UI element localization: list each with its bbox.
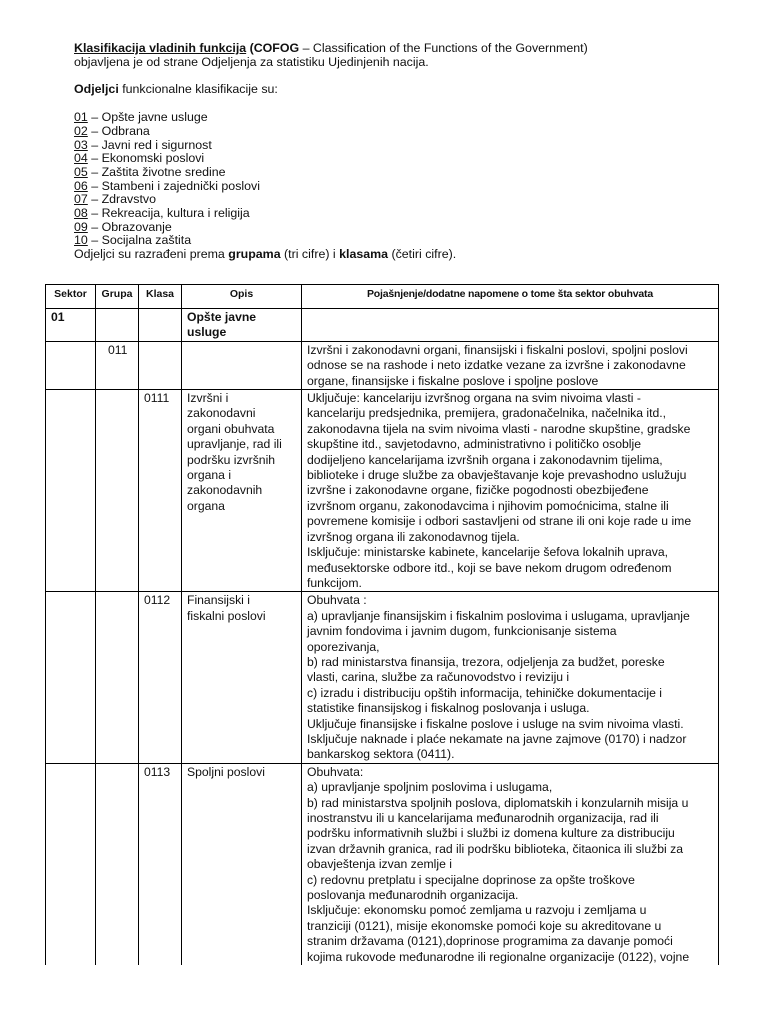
list-item: [74, 207, 734, 221]
cell-opis: Opšte javne usluge: [182, 309, 302, 342]
cell-napomene: [302, 592, 719, 763]
groups-text-a: Odjeljci su razrađeni prema: [74, 247, 229, 262]
cell-line: podršku informativnih službi i službi iz domena kulture za distribuciju: [307, 826, 675, 841]
cell-line: Spoljni poslovi: [187, 764, 265, 779]
cell-line: izvršnog organa ili zakonodavnog tijela.: [307, 529, 520, 544]
cell-line: Isključuje: ekonomsku pomoć zemljama u razvoju i zemljama u: [307, 903, 647, 918]
list-item: [74, 125, 734, 139]
division-label: – Zdravstvo: [87, 192, 156, 207]
cell-sektor: [46, 390, 96, 592]
division-label: – Obrazovanje: [87, 219, 172, 234]
cell-grupa: [96, 763, 139, 965]
division-code: 04: [74, 151, 88, 166]
cell-opis: [182, 592, 302, 763]
cell-klasa: 0113: [139, 763, 182, 965]
header-grupa: Grupa: [96, 285, 139, 309]
cell-line: fiskalni poslovi: [187, 608, 266, 623]
cofog-table: [45, 284, 719, 965]
cell-line: biblioteke i druge službe za obavještavanje koje prevashodno uslužuju: [307, 468, 687, 483]
cell-line: Obuhvata:: [307, 764, 364, 779]
division-label: – Javni red i sigurnost: [87, 137, 212, 152]
cell-line: javnim fondovima i javnim dugom, funkcionisanje sistema: [307, 624, 617, 639]
division-list: [74, 111, 734, 248]
cell-line: bankarskog sektora (0411).: [307, 747, 455, 762]
odjeljci-bold: Odjeljci: [74, 82, 119, 97]
cell-line: obavještenja izvan zemlje i: [307, 857, 452, 872]
cell-line: inostranstvu ili u kancelarijama međunarodnih organizacija, rad ili: [307, 811, 659, 825]
division-label: – Stambeni i zajednički poslovi: [87, 178, 260, 193]
cell-line: Obuhvata :: [307, 593, 367, 608]
cell-line: Isključuje: ministarske kabinete, kancelarije šefova lokalnih uprava,: [307, 545, 669, 560]
cell-line: tranziciji (0121), misije ekonomske pomoći koje su akreditovane u: [307, 918, 662, 933]
cell-line: izvan državnih granica, rad ili podršku biblioteka, čitaonica ili službi za: [307, 841, 683, 856]
cell-line: kancelariju predsjednika, premijera, gradonačelnika, načelnika itd.,: [307, 406, 667, 421]
title-rest: – Classification of the Functions of the Government): [299, 41, 588, 55]
cell-opis: [182, 390, 302, 592]
division-label: – Ekonomski poslovi: [87, 151, 205, 166]
division-code: 05: [74, 164, 88, 179]
cell-line: dodijeljeno kancelarijama izvršnih organa i zakonodavnim tijelima,: [307, 452, 663, 467]
cell-klasa: 0111: [139, 390, 182, 592]
groups-text-c: (tri cifre) i: [280, 247, 340, 262]
division-code: 10: [74, 233, 88, 248]
cell-line: c) izradu i distribuciju opštih informacija, tehiničke dokumentacije i: [307, 685, 662, 700]
cell-line: međusektorske odbore itd., koji se bave nekom drugom određenom: [307, 560, 672, 575]
division-code: 01: [74, 110, 88, 125]
division-code: 03: [74, 137, 88, 152]
cell-line: organe, finansijske i fiskalne poslove i spoljne poslove: [307, 373, 599, 388]
cell-grupa: [96, 309, 139, 342]
groups-text-e: (četiri cifre).: [388, 247, 457, 262]
list-item: [74, 221, 734, 235]
intro-section: [74, 42, 734, 262]
list-item: [74, 234, 734, 248]
cell-line: Uključuje finansijske i fiskalne poslove i usluge na svim nivoima vlasti.: [307, 716, 684, 731]
cell-line: odnose se na rashode i neto izdatke vezane za izvršne i zakonodavne: [307, 358, 686, 373]
table-header-row: [46, 285, 719, 309]
cell-line: stranim državama (0121),doprinose programima za davanje pomoći: [307, 934, 673, 949]
groups-bold-grupama: grupama: [228, 247, 281, 262]
table-row: [46, 763, 719, 965]
title-bold: Klasifikacija vladinih funkcija: [74, 41, 247, 55]
cell-line: a) upravljanje finansijskim i fiskalnim poslovima i uslugama, upravljanje: [307, 608, 690, 623]
header-opis: Opis: [182, 285, 302, 309]
cell-line: povremene komisije i odbori sastavljeni od strane ili oni koje rade u ime: [307, 514, 692, 529]
groups-bold-klasama: klasama: [339, 247, 389, 262]
cell-line: organa i: [187, 468, 232, 483]
division-label: – Rekreacija, kultura i religija: [87, 206, 250, 221]
cell-opis: [182, 341, 302, 389]
cell-grupa: [96, 592, 139, 763]
cell-line: izvršne i zakonodavne organe, fizičke pogodnosti obezbijeđene: [307, 483, 649, 498]
cell-line: kojima rukovode međunarodne ili regionalne organizacije (0122), vojne: [307, 949, 690, 964]
odjeljci-rest: funkcionalne klasifikacije su:: [118, 82, 278, 97]
division-code: 09: [74, 219, 88, 234]
division-label: – Socijalna zaštita: [87, 233, 192, 248]
cell-line: a) upravljanje spoljnim poslovima i uslugama,: [307, 780, 553, 795]
cell-line: upravljanje, rad ili: [187, 437, 282, 452]
division-label: – Zaštita životne sredine: [87, 164, 226, 179]
cell-line: izvršnom organu, zakonodavcima i njihovim pomoćnicima, stalne ili: [307, 498, 669, 513]
cell-sektor: 01: [46, 309, 96, 342]
cell-line: c) redovnu pretplatu i specijalne doprinose za opšte troškove: [307, 872, 635, 887]
table-row: [46, 341, 719, 389]
cell-line: b) rad ministarstva finansija, trezora, odjeljenja za budžet, poreske: [307, 654, 665, 669]
cell-line: zakonodavnih: [187, 483, 263, 498]
division-code: 08: [74, 206, 88, 221]
cell-line: Isključuje naknade i plaće nekamate na javne zajmove (0170) i nadzor: [307, 731, 687, 746]
division-code: 07: [74, 192, 88, 207]
cell-line: podršku izvršnih: [187, 452, 276, 467]
cell-line: Finansijski i: [187, 593, 250, 608]
division-label: – Odbrana: [87, 123, 150, 138]
cell-klasa: 0112: [139, 592, 182, 763]
list-item: [74, 166, 734, 180]
cell-napomene: [302, 390, 719, 592]
cell-grupa: [96, 390, 139, 592]
division-code: 02: [74, 123, 88, 138]
cell-napomene: [302, 763, 719, 965]
cell-sektor: [46, 592, 96, 763]
cell-line: zakonodavna tijela na svim nivoima vlasti - narodne skupštine, gradske: [307, 421, 691, 436]
table-row: [46, 309, 719, 342]
cell-line: skupštine itd., savjetodavno, administrativno i političko osoblje: [307, 437, 641, 452]
list-item: [74, 193, 734, 207]
header-napomene: Pojašnjenje/dodatne napomene o tome šta sektor obuhvata: [302, 285, 719, 309]
list-item: [74, 139, 734, 153]
list-item: [74, 180, 734, 194]
division-code: 06: [74, 178, 88, 193]
cell-line: Izvršni i zakonodavni organi, finansijski i fiskalni poslovi, spoljni poslovi: [307, 342, 688, 357]
intro-line2: objavljena je od strane Odjeljenja za statistiku Ujedinjenih nacija.: [74, 54, 429, 69]
odjeljci-line: [74, 83, 734, 97]
cell-grupa: 011: [96, 341, 139, 389]
cell-line: zakonodavni: [187, 406, 256, 421]
cell-sektor: [46, 763, 96, 965]
cell-opis: [182, 763, 302, 965]
division-label: – Opšte javne usluge: [87, 110, 208, 125]
cell-line: funkcijom.: [307, 575, 362, 590]
groups-line: [74, 248, 734, 262]
title-abbr: (COFOG: [246, 41, 300, 55]
cell-line: organi obuhvata: [187, 421, 275, 436]
cell-line: vlasti, carina, službe za računovodstvo i reviziju i: [307, 670, 570, 685]
cell-line: Uključuje: kancelariju izvršnog organa na svim nivoima vlasti -: [307, 391, 641, 406]
cell-line: b) rad ministarstva spoljnih poslova, diplomatskih i konzularnih misija u: [307, 795, 689, 810]
list-item: [74, 111, 734, 125]
cell-napomene: [302, 341, 719, 389]
intro-title-line: [74, 42, 734, 56]
cell-klasa: [139, 309, 182, 342]
list-item: [74, 152, 734, 166]
cell-line: Izvršni i: [187, 391, 229, 406]
header-klasa: Klasa: [139, 285, 182, 309]
cell-line: statistike finansijskog i fiskalnog poslovanja i usluga.: [307, 701, 590, 716]
table-row: [46, 390, 719, 592]
cell-line: poslovanja međunarodnih organizacija.: [307, 888, 519, 903]
header-sektor: Sektor: [46, 285, 96, 309]
cell-line: organa: [187, 498, 225, 513]
cell-sektor: [46, 341, 96, 389]
cell-klasa: [139, 341, 182, 389]
cell-napomene: [302, 309, 719, 342]
cell-line: oporezivanja,: [307, 639, 380, 654]
table-row: [46, 592, 719, 763]
